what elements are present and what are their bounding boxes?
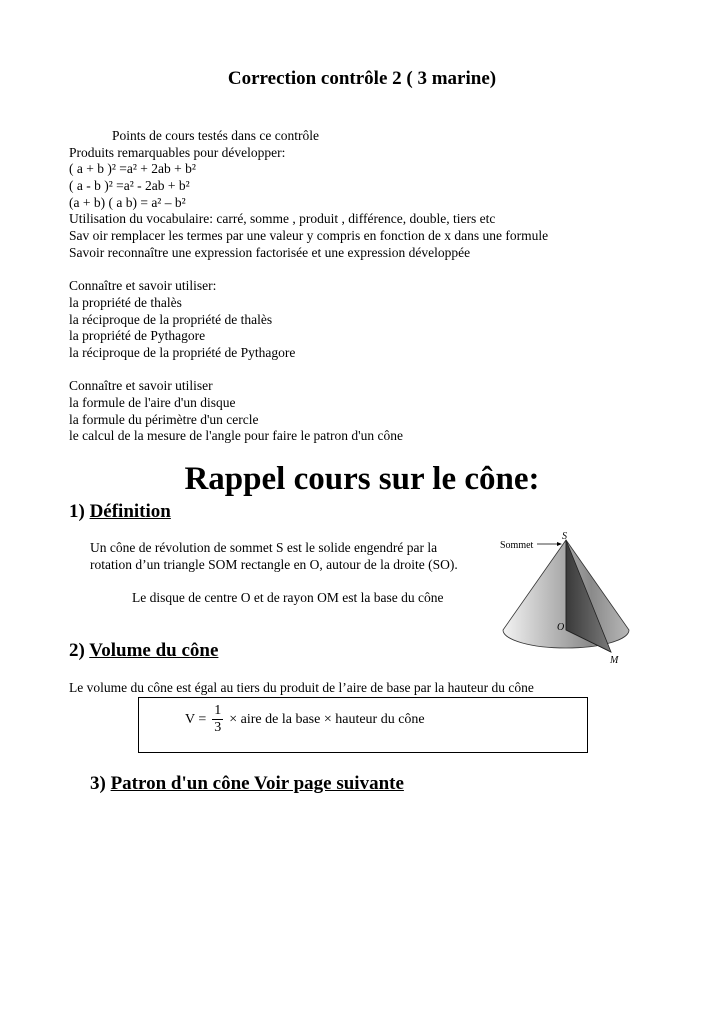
text-line: (a + b) ( a b) = a² – b² bbox=[69, 194, 186, 210]
text-line: la réciproque de la propriété de Pythagore bbox=[69, 344, 296, 360]
text-line: la réciproque de la propriété de thalès bbox=[69, 311, 273, 327]
definition-text: Un cône de révolution de sommet S est le solide engendré par la rotation d’un triangle SOM rectangle en O, autour de la droite (SO). bbox=[90, 540, 458, 572]
text-line: Connaître et savoir utiliser: bbox=[69, 278, 217, 294]
definition-base-text: Le disque de centre O et de rayon OM est la base du cône bbox=[132, 590, 444, 605]
section-number: 1) bbox=[69, 501, 85, 522]
text-line: la propriété de Pythagore bbox=[69, 328, 206, 344]
course-points bbox=[69, 128, 548, 445]
text-line: Utilisation du vocabulaire: carré, somme , produit , différence, double, tiers etc bbox=[69, 211, 496, 227]
fraction-numerator: 1 bbox=[214, 703, 222, 718]
text-line: le calcul de la mesure de l'angle pour faire le patron d'un cône bbox=[69, 428, 403, 444]
document-title: Correction contrôle 2 ( 3 marine) bbox=[227, 68, 497, 89]
text-line: Savoir reconnaître une expression factorisée et une expression développée bbox=[69, 244, 471, 260]
text-line: Sav oir remplacer les termes par une valeur y compris en fonction de x dans une formule bbox=[69, 228, 549, 244]
section-number: 2) bbox=[69, 640, 85, 661]
section-title: Patron d'un cône Voir page suivante bbox=[110, 773, 404, 794]
text-line: ( a + b )² =a² + 2ab + b² bbox=[69, 161, 196, 177]
rappel-heading: Rappel cours sur le cône: bbox=[184, 461, 540, 497]
section-2-heading bbox=[69, 640, 218, 662]
formula-lhs: V = bbox=[185, 711, 207, 727]
section-title: Définition bbox=[89, 501, 171, 522]
text-line: la propriété de thalès bbox=[69, 294, 182, 310]
section-1-heading bbox=[69, 501, 171, 523]
formula-rhs: × aire de la base × hauteur du cône bbox=[229, 711, 425, 727]
section-title: Volume du cône bbox=[89, 640, 219, 661]
text-line: Produits remarquables pour développer: bbox=[69, 144, 286, 160]
point-o-label: O bbox=[557, 622, 565, 633]
sommet-label: Sommet bbox=[500, 540, 534, 551]
fraction bbox=[212, 703, 223, 736]
volume-formula bbox=[185, 703, 425, 736]
cone-figure bbox=[496, 530, 646, 670]
course-points-heading: Points de cours testés dans ce contrôle bbox=[112, 128, 319, 143]
text-line: la formule de l'aire d'un disque bbox=[69, 395, 236, 410]
text-line: Connaître et savoir utiliser bbox=[69, 378, 213, 394]
point-m-label: M bbox=[610, 655, 619, 666]
volume-text: Le volume du cône est égal au tiers du produit de l’aire de base par la hauteur du cône bbox=[69, 680, 534, 695]
text-line: la formule du périmètre d'un cercle bbox=[69, 411, 259, 427]
text-line: ( a - b )² =a² - 2ab + b² bbox=[69, 178, 190, 194]
fraction-denominator: 3 bbox=[214, 720, 222, 735]
point-s-label: S bbox=[562, 531, 567, 542]
section-number: 3) bbox=[90, 773, 106, 794]
section-3-heading bbox=[90, 773, 404, 795]
